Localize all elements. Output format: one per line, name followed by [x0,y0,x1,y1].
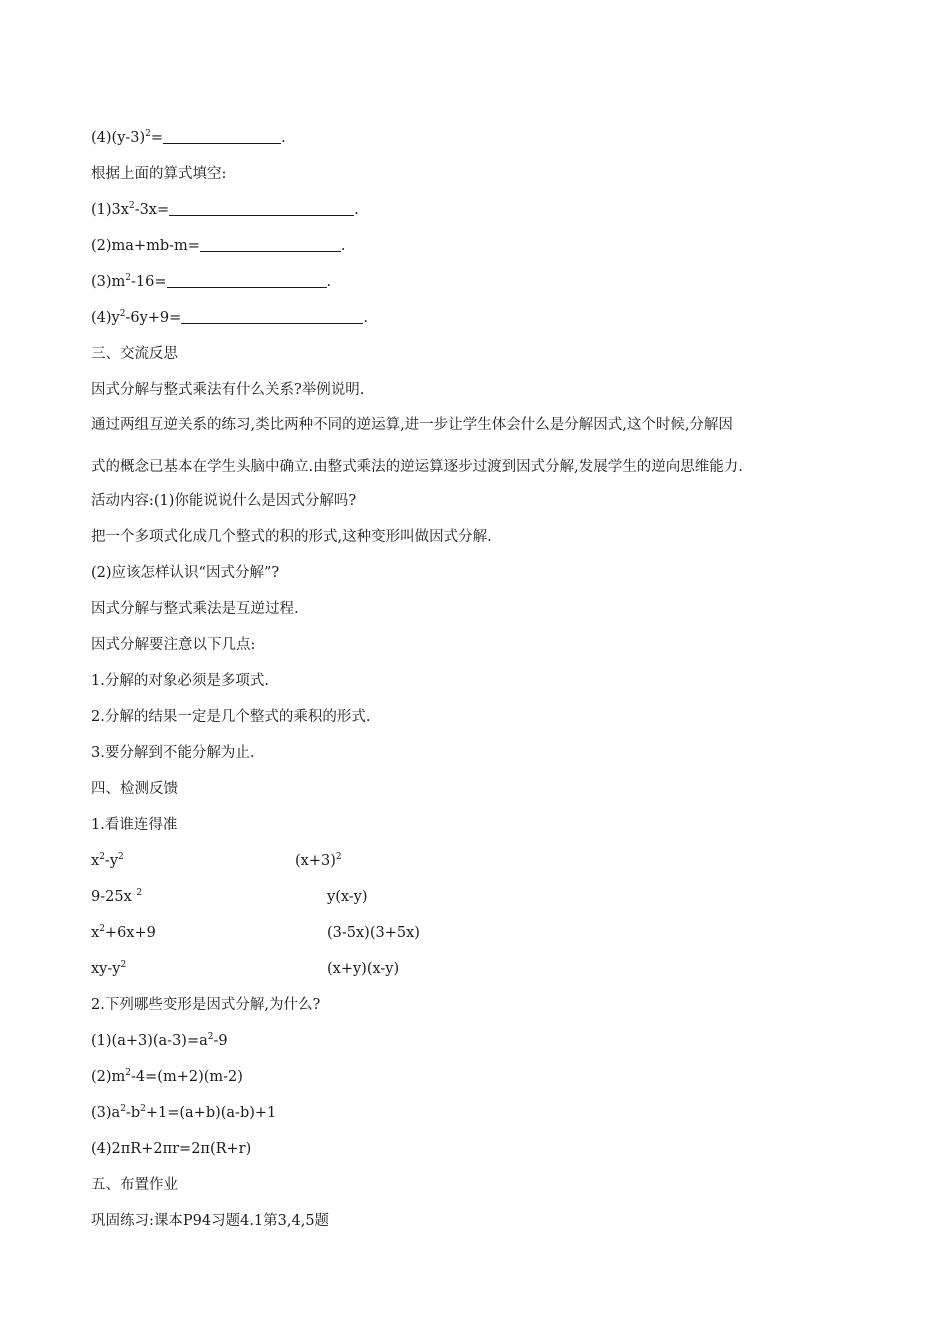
fill-line-4 [91,308,368,328]
expr-text: -9 [213,1033,228,1049]
exercise-line-4a [91,128,286,148]
answer-blank[interactable] [200,237,341,252]
exponent: 2 [119,309,126,319]
period: . [363,310,368,326]
question-1 [91,815,177,835]
answer-blank[interactable] [167,273,327,288]
expr-text: -4=(m+2)(m-2) [131,1069,243,1085]
list-item-text: 1.分解的对象必须是多项式. [91,673,269,689]
paragraph-line [91,415,733,435]
match-left-2[interactable] [91,887,142,907]
exponent: 2 [120,960,127,970]
fill-line-3 [91,272,331,292]
paragraph-text: 通过两组互逆关系的练习,类比两种不同的逆运算,进一步让学生体会什么是分解因式,这个时候,分解因 [91,417,733,433]
paragraph-text: (2)应该怎样认识“因式分解”? [91,565,280,581]
paragraph-line [91,380,364,400]
instruction-text: 根据上面的算式填空: [91,166,227,182]
paragraph-line [91,635,255,655]
answer-blank[interactable] [169,201,354,216]
expr-text: (2)ma+mb-m= [91,238,200,254]
expr-text: (3)a [91,1105,121,1121]
exponent: 2 [136,888,143,898]
match-right-4[interactable] [327,959,399,979]
exponent: 2 [118,852,124,862]
expr-text: (4)2πR+2πr=2π(R+r) [91,1141,252,1157]
period: . [326,274,332,290]
list-item [91,671,269,691]
transform-item-3 [91,1103,276,1123]
expr-text: xy-y [91,961,121,977]
period: . [340,238,346,254]
expr-text: -6y+9= [125,310,182,326]
expr-text: -b [125,1105,141,1121]
period: . [281,130,286,146]
exponent: 2 [335,852,342,862]
section-heading-3 [91,344,178,364]
paragraph-text: 活动内容:(1)你能说说什么是因式分解吗? [91,493,357,509]
exponent: 2 [120,1104,126,1114]
expr-text: x [91,853,100,869]
match-left-3[interactable] [91,923,156,943]
homework-line [91,1211,329,1231]
fill-line-2 [91,236,346,256]
list-item-text: 2.分解的结果一定是几个整式的乘积的形式. [91,709,371,725]
paragraph-text: 因式分解与整式乘法是互逆过程. [91,601,299,617]
transform-item-2 [91,1067,243,1087]
list-item-text: 3.要分解到不能分解为止. [91,745,255,761]
expr-text: (3)m [91,274,126,290]
exponent: 2 [128,201,135,211]
match-left-4[interactable] [91,959,126,979]
heading-text: 四、检测反馈 [91,781,178,797]
question-2 [91,995,320,1015]
expr-text: +1=(a+b)(a-b)+1 [145,1105,277,1121]
answer-blank[interactable] [181,309,363,324]
section-heading-4 [91,779,178,799]
expr-text: +6x+9 [104,925,156,941]
section-heading-5 [91,1175,178,1195]
expr-text: -y [104,853,119,869]
expr-text: y(x-y) [327,889,368,905]
paragraph-text: 因式分解要注意以下几点: [91,637,256,653]
paragraph-text: 把一个多项式化成几个整式的积的形式,这种变形叫做因式分解. [91,529,492,545]
expr-text: (2)m [91,1069,126,1085]
expr-text: (4)(y-3) [91,130,146,146]
period: . [354,202,359,218]
heading-text: 三、交流反思 [91,346,178,362]
exponent: 2 [99,852,105,862]
exponent: 2 [125,273,132,283]
paragraph-line [91,491,356,511]
instruction-line [91,164,226,184]
exponent: 2 [140,1104,146,1114]
expr-text: 9-25x [91,889,137,905]
homework-text: 巩固练习:课本P94习题4.1第3,4,5题 [91,1213,330,1229]
list-item [91,707,370,727]
expr-text: -16= [131,274,167,290]
transform-item-1 [91,1031,228,1051]
expr-text: (1)(a+3)(a-3)=a [91,1033,208,1049]
expr-text: (x+y)(x-y) [327,961,400,977]
match-right-1[interactable] [295,851,342,871]
paragraph-line [91,599,299,619]
expr-text: (4)y [91,310,120,326]
answer-blank[interactable] [163,129,281,144]
expr-text: -3x= [134,202,170,218]
question-text: 1.看谁连得准 [91,817,178,833]
exponent: 2 [99,924,105,934]
paragraph-line [91,563,279,583]
transform-item-4 [91,1139,251,1159]
match-left-1[interactable] [91,851,124,871]
exponent: 2 [145,129,151,139]
expr-text: (3-5x)(3+5x) [327,925,420,941]
expr-text: (1)3x [91,202,129,218]
heading-text: 五、布置作业 [91,1177,178,1193]
match-right-3[interactable] [327,923,420,943]
question-text: 2.下列哪些变形是因式分解,为什么? [91,997,321,1013]
fill-line-1 [91,200,359,220]
list-item [91,743,254,763]
paragraph-text: 式的概念已基本在学生头脑中确立.由整式乘法的逆运算逐步过渡到因式分解,发展学生的逆向思维能力. [91,459,743,475]
paragraph-text: 因式分解与整式乘法有什么关系?举例说明. [91,382,365,398]
expr-text: (x+3) [295,853,336,869]
expr-text: x [91,925,100,941]
exponent: 2 [207,1032,214,1042]
exponent: 2 [125,1068,132,1078]
paragraph-line [91,457,743,477]
paragraph-line [91,527,492,547]
expr-text: = [150,130,164,146]
match-right-2[interactable] [327,887,368,907]
